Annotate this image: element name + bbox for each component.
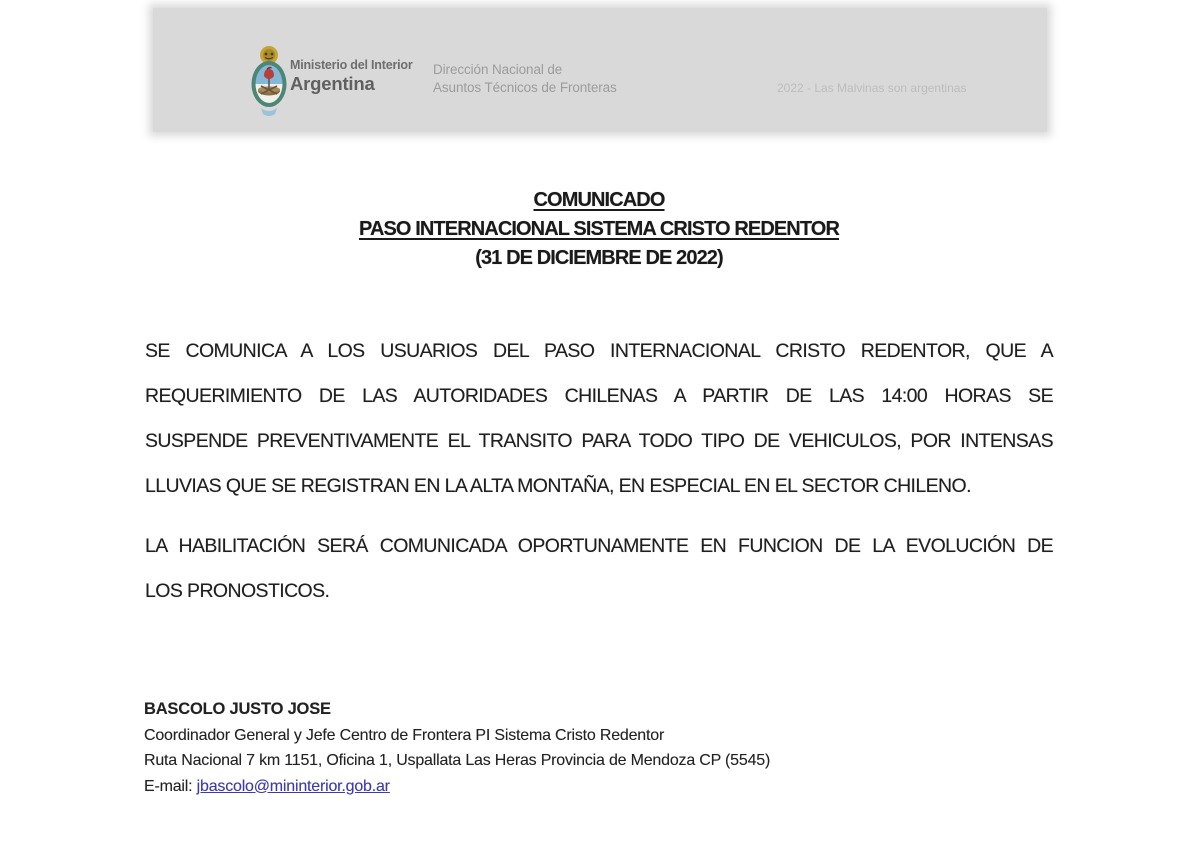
signatory-address: Ruta Nacional 7 km 1151, Oficina 1, Uspallata Las Heras Provincia de Mendoza CP (5545) bbox=[144, 752, 771, 769]
body-paragraph-2 bbox=[145, 524, 1053, 614]
paragraph-line: LLUVIAS QUE SE REGISTRAN EN LA ALTA MONTAÑA, EN ESPECIAL EN EL SECTOR CHILENO. bbox=[145, 475, 971, 497]
ministry-name: Ministerio del Interior bbox=[290, 58, 413, 72]
paragraph-line: LOS PRONOSTICOS. bbox=[145, 580, 330, 602]
direction-line-1: Dirección Nacional de bbox=[433, 62, 563, 77]
argentina-coat-of-arms-icon bbox=[241, 42, 297, 120]
title-line-2: PASO INTERNACIONAL SISTEMA CRISTO REDENTOR bbox=[358, 218, 840, 240]
header-banner bbox=[153, 8, 1047, 132]
direction-block bbox=[433, 61, 617, 97]
email-label: E-mail: bbox=[144, 777, 197, 795]
paragraph-line: REQUERIMIENTO DE LAS AUTORIDADES CHILENAS A PARTIR DE LAS 14:00 HORAS SE bbox=[145, 385, 1053, 407]
signatory-name: BASCOLO JUSTO JOSE bbox=[144, 700, 331, 718]
ministry-block bbox=[290, 58, 413, 95]
title-line-1: COMUNICADO bbox=[533, 189, 665, 211]
signatory-role: Coordinador General y Jefe Centro de Frontera PI Sistema Cristo Redentor bbox=[144, 726, 665, 744]
body-paragraph-1 bbox=[145, 329, 1053, 509]
direction-line-2: Asuntos Técnicos de Fronteras bbox=[433, 80, 617, 95]
document-title bbox=[145, 186, 1053, 273]
email-line bbox=[144, 774, 770, 800]
signature-block bbox=[144, 697, 770, 799]
paragraph-line: SUSPENDE PREVENTIVAMENTE EL TRANSITO PARA TODO TIPO DE VEHICULOS, POR INTENSAS bbox=[145, 430, 1053, 452]
ministry-country: Argentina bbox=[290, 73, 375, 94]
paragraph-line: SE COMUNICA A LOS USUARIOS DEL PASO INTERNACIONAL CRISTO REDENTOR, QUE A bbox=[145, 340, 1053, 362]
email-link[interactable]: jbascolo@mininterior.gob.ar bbox=[196, 777, 390, 795]
header-slogan: 2022 - Las Malvinas son argentinas bbox=[777, 81, 967, 95]
paragraph-line: LA HABILITACIÓN SERÁ COMUNICADA OPORTUNAMENTE EN FUNCION DE LA EVOLUCIÓN DE bbox=[145, 535, 1053, 557]
title-line-3: (31 DE DICIEMBRE DE 2022) bbox=[475, 247, 723, 269]
